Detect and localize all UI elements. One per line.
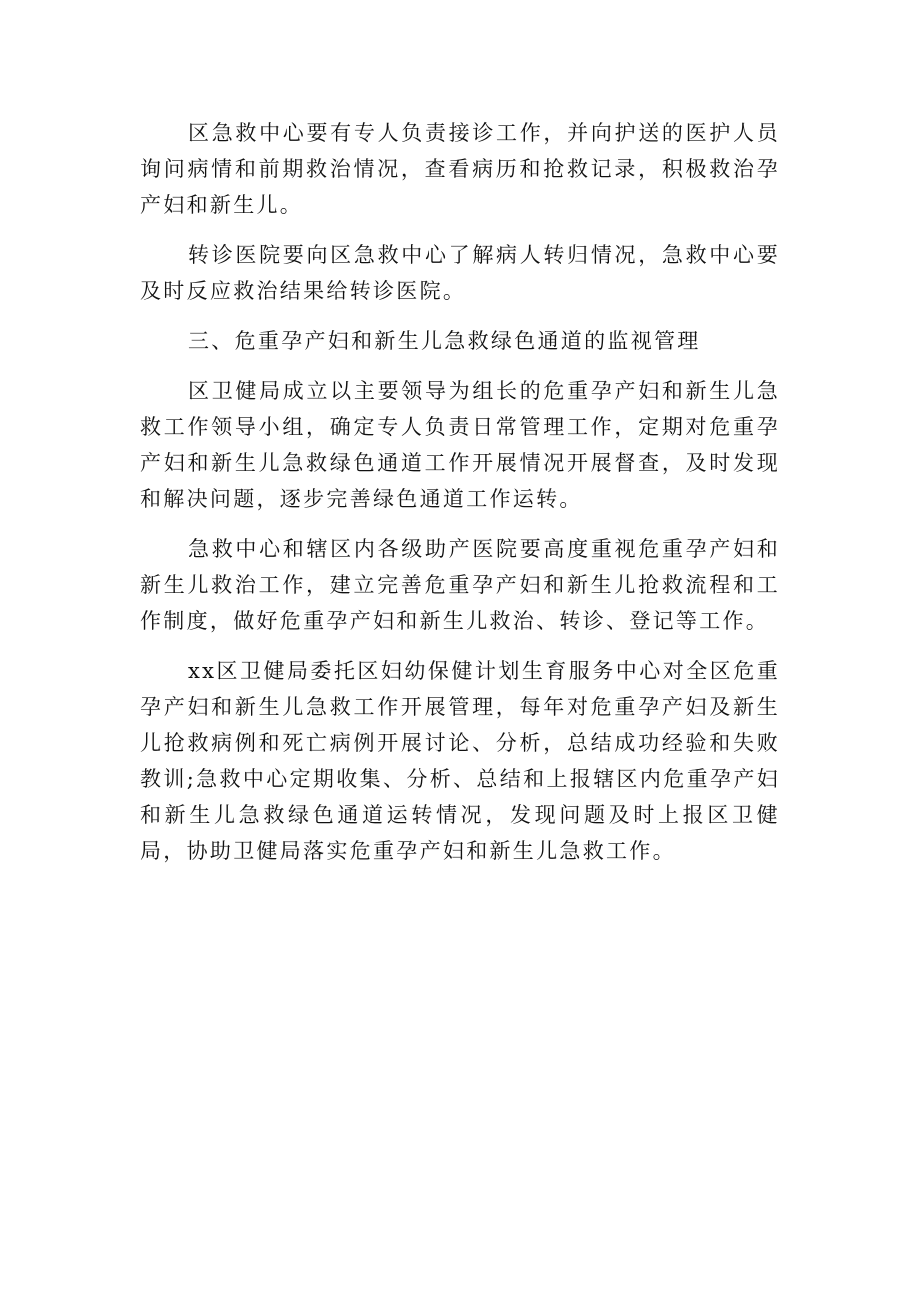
document-body [140, 115, 780, 883]
paragraph-reception: 区急救中心要有专人负责接诊工作，并向护送的医护人员询问病情和前期救治情况，查看病历和抢救记录，积极救治孕产妇和新生儿。 [140, 121, 780, 217]
paragraph-hospital-duties: 急救中心和辖区内各级助产医院要高度重视危重孕产妇和新生儿救治工作，建立完善危重孕产妇和新生儿抢救流程和工作制度，做好危重孕产妇和新生儿救治、转诊、登记等工作。 [140, 537, 780, 633]
paragraph-transfer-feedback: 转诊医院要向区急救中心了解病人转归情况，急救中心要及时反应救治结果给转诊医院。 [140, 243, 780, 303]
section-heading: 三、危重孕产妇和新生儿急救绿色通道的监视管理 [188, 329, 701, 353]
paragraph-maternal-center: xx区卫健局委托区妇幼保健计划生育服务中心对全区危重孕产妇和新生儿急救工作开展管理，每年对危重孕产妇及新生儿抢救病例和死亡病例开展讨论、分析，总结成功经验和失败教训;急救中心定期收集、分析、总结和上报辖区内危重孕产妇和新生儿急救绿色通道运转情况，发现问题及时上报区卫健局，协助卫健局落实危重孕产妇和新生儿急救工作。 [140, 659, 780, 863]
paragraph-leadership-group: 区卫健局成立以主要领导为组长的危重孕产妇和新生儿急救工作领导小组，确定专人负责日常管理工作，定期对危重孕产妇和新生儿急救绿色通道工作开展情况开展督查，及时发现和解决问题，逐步完善绿色通道工作运转。 [140, 379, 780, 511]
